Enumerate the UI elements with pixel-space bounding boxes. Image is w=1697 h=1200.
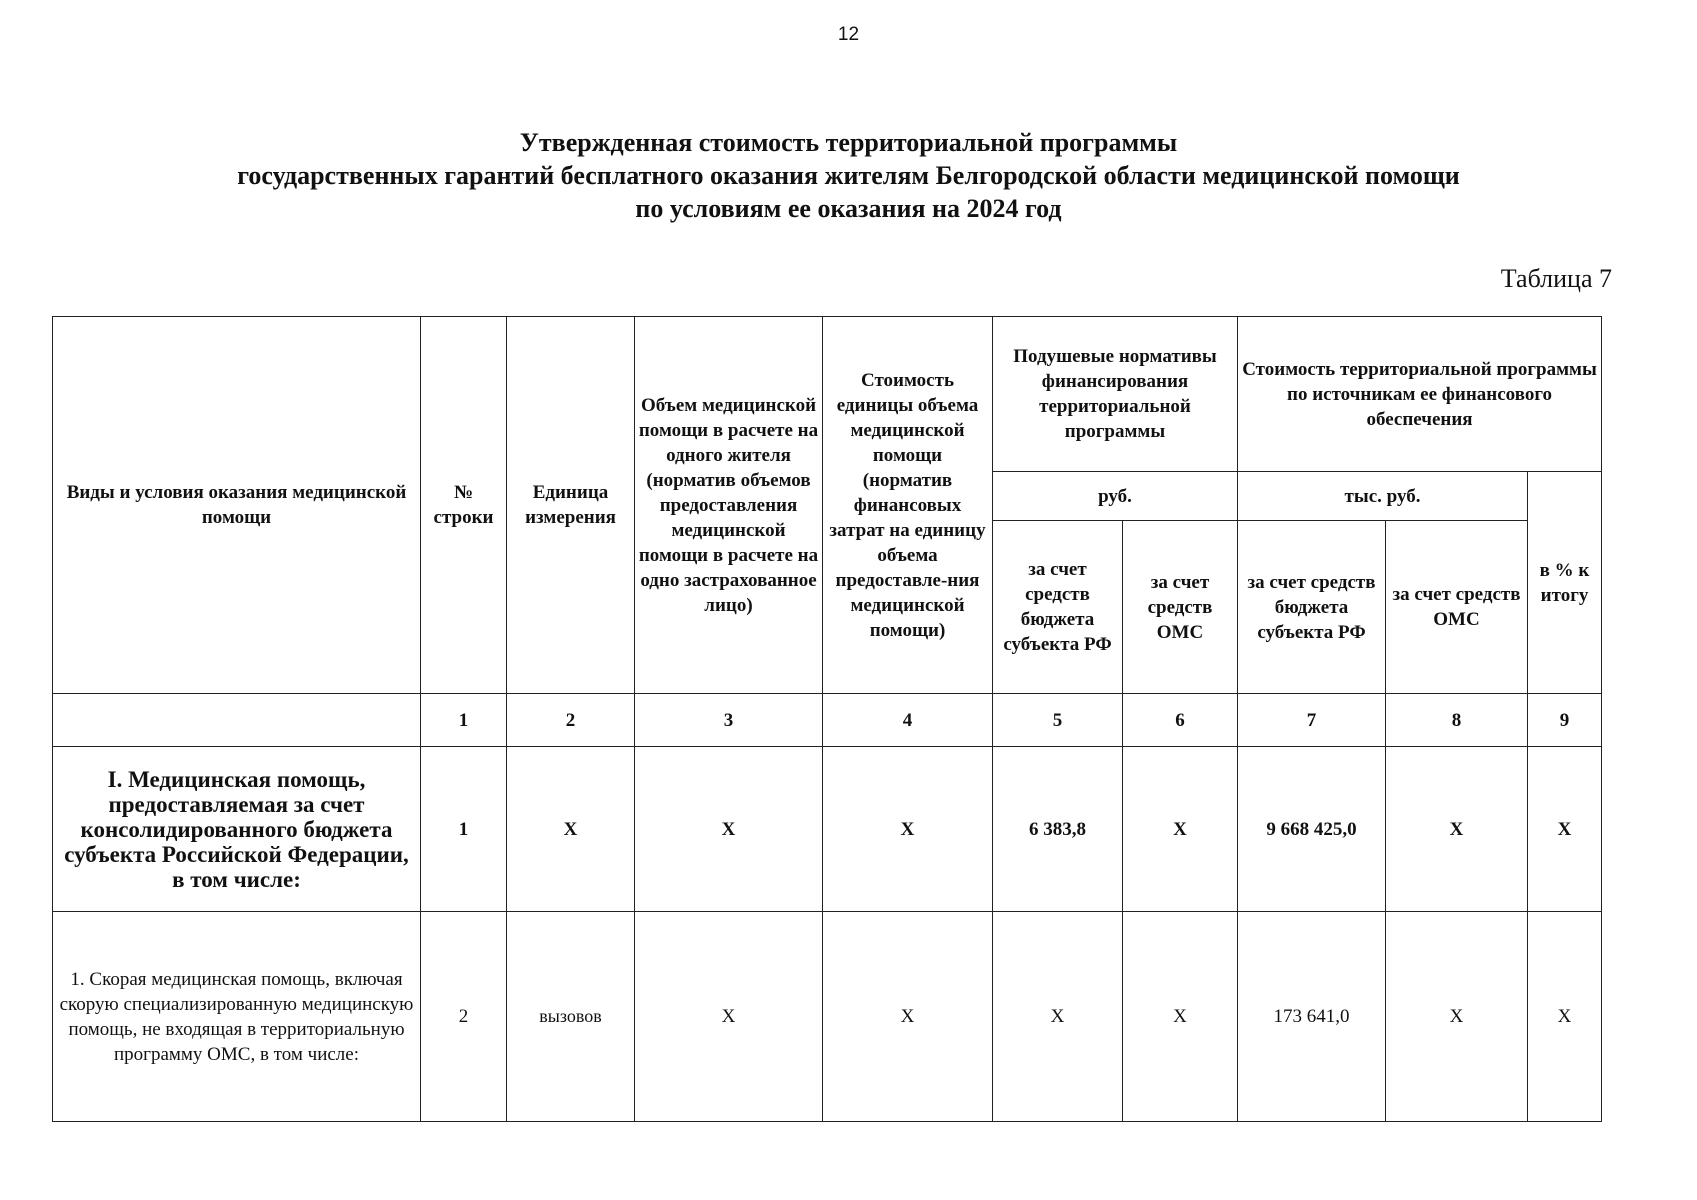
header-unit-cost: Стоимость единицы объема медицинской помощи (норматив финансовых затрат на единицу объема предоставле-ния медицинской помощи) [823, 317, 993, 694]
header-rub: руб. [993, 472, 1238, 521]
column-number [53, 694, 421, 747]
title-line-1: Утвержденная стоимость территориальной программы [519, 128, 1178, 157]
row-unit-cost: X [823, 912, 993, 1122]
row-volume: X [635, 747, 823, 912]
row-unit: вызовов [507, 912, 635, 1122]
row-name: 1. Скорая медицинская помощь, включая скорую специализированную медицинскую помощь, не входящая в территориальную программу ОМС, в том числе: [53, 912, 421, 1122]
column-number-row [53, 694, 1602, 747]
header-per-capita-oms: за счет средств ОМС [1123, 521, 1238, 694]
header-per-capita: Подушевые нормативы финансирования территориальной программы [993, 317, 1238, 472]
column-number: 7 [1238, 694, 1386, 747]
column-number: 3 [635, 694, 823, 747]
header-unit: Единица измерения [507, 317, 635, 694]
table-row [53, 912, 1602, 1122]
row-number: 2 [421, 912, 507, 1122]
cost-table [52, 316, 1602, 1122]
row-cost-budget: 173 641,0 [1238, 912, 1386, 1122]
header-row-number: № строки [421, 317, 507, 694]
title-line-3: по условиям ее оказания на 2024 год [635, 194, 1062, 223]
page-number: 12 [837, 24, 860, 45]
row-cost-budget: 9 668 425,0 [1238, 747, 1386, 912]
column-number: 4 [823, 694, 993, 747]
header-row-1 [53, 317, 1602, 472]
row-per-capita-oms: X [1123, 747, 1238, 912]
column-number: 1 [421, 694, 507, 747]
column-number: 9 [1528, 694, 1602, 747]
row-cost-oms: X [1386, 912, 1528, 1122]
row-volume: X [635, 912, 823, 1122]
header-cost-budget: за счет средств бюджета субъекта РФ [1238, 521, 1386, 694]
title-line-2: государственных гарантий бесплатного оказания жителям Белгородской области медицинской помощи [237, 161, 1460, 190]
row-per-capita-budget: 6 383,8 [993, 747, 1123, 912]
header-percent: в % к итогу [1528, 472, 1602, 694]
document-title [100, 126, 1597, 225]
row-name: I. Медицинская помощь, предоставляемая за счет консолидированного бюджета субъекта Российской Федерации, в том числе: [53, 747, 421, 912]
column-number: 6 [1123, 694, 1238, 747]
row-number: 1 [421, 747, 507, 912]
row-percent: X [1528, 912, 1602, 1122]
row-percent: X [1528, 747, 1602, 912]
row-cost-oms: X [1386, 747, 1528, 912]
header-cost-oms: за счет средств ОМС [1386, 521, 1528, 694]
row-unit-cost: X [823, 747, 993, 912]
header-kinds: Виды и условия оказания медицинской помощи [53, 317, 421, 694]
table-row [53, 747, 1602, 912]
column-number: 8 [1386, 694, 1528, 747]
header-per-capita-budget: за счет средств бюджета субъекта РФ [993, 521, 1123, 694]
header-volume: Объем медицинской помощи в расчете на одного жителя (норматив объемов предоставления медицинской помощи в расчете на одно застрахованное лицо) [635, 317, 823, 694]
column-number: 2 [507, 694, 635, 747]
table-label: Таблица 7 [1500, 264, 1612, 293]
column-number: 5 [993, 694, 1123, 747]
header-thous-rub: тыс. руб. [1238, 472, 1528, 521]
header-program-cost: Стоимость территориальной программы по источникам ее финансового обеспечения [1238, 317, 1602, 472]
row-per-capita-budget: X [993, 912, 1123, 1122]
row-unit: X [507, 747, 635, 912]
row-per-capita-oms: X [1123, 912, 1238, 1122]
